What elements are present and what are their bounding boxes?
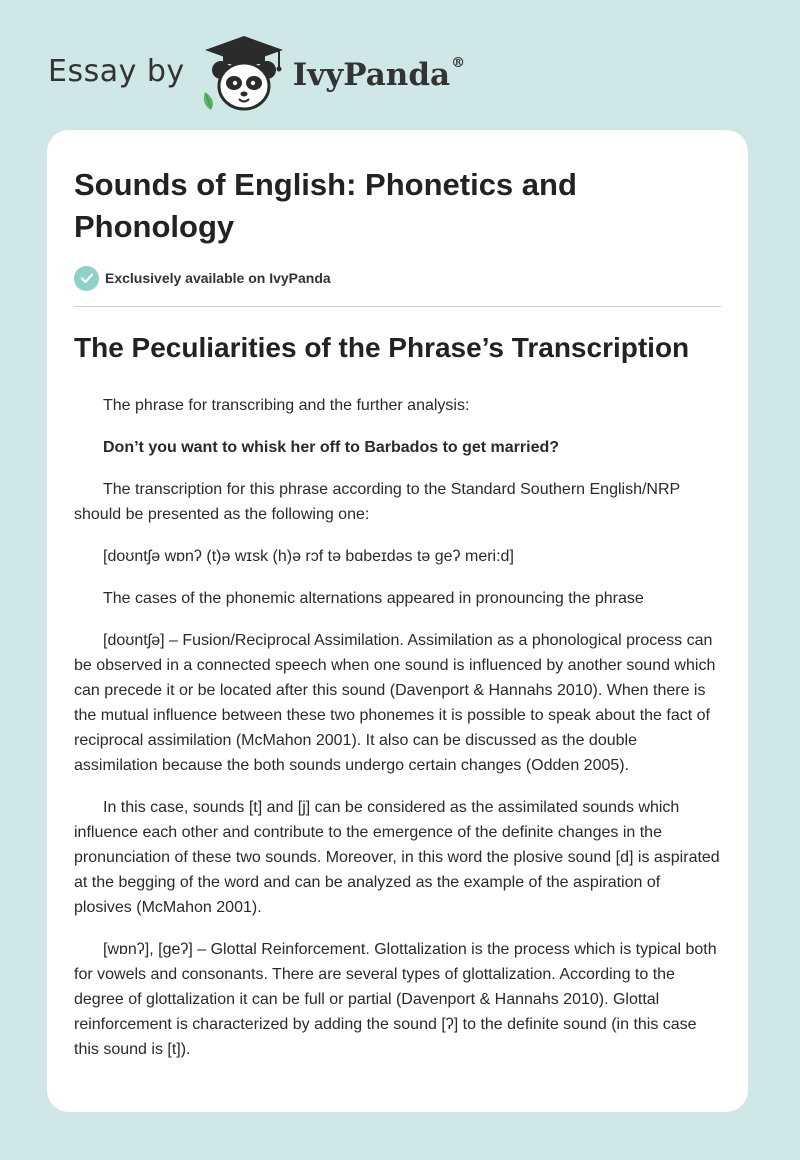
brand-name[interactable]: IvyPanda®	[292, 55, 466, 93]
exclusive-label: Exclusively available on IvyPanda	[105, 270, 331, 286]
paragraph: The cases of the phonemic alternations appeared in pronouncing the phrase	[103, 590, 644, 607]
paragraph: [wɒnʔ], [geʔ] – Glottal Reinforcement. Glottalization is the process which is typical both for vowels and consonants. There are several types of glottalization. According to the degree of glottalization it can be full or partial (Davenport & Hannahs 2010). Glottal reinforcement is characterized by adding the sound [ʔ] to the definite sound (in this case this sound is [t]).	[74, 941, 717, 1058]
essay-by-label: Essay by	[48, 53, 185, 89]
paragraph: The phrase for transcribing and the further analysis:	[103, 397, 470, 414]
panda-logo-icon[interactable]	[199, 34, 289, 114]
registered-mark: ®	[451, 55, 466, 71]
article-title: Sounds of English: Phonetics and Phonology	[74, 167, 577, 244]
check-circle-icon	[74, 266, 99, 291]
title-divider	[74, 306, 721, 307]
exclusive-badge	[74, 265, 721, 291]
site-header	[48, 34, 465, 114]
section-heading: The Peculiarities of the Phrase’s Transcription	[74, 332, 690, 363]
paragraph: In this case, sounds [t] and [j] can be considered as the assimilated sounds which influence each other and contribute to the emergence of the definite changes in the pronunciation of these two sounds. Moreover, in this word the plosive sound [d] is aspirated at the begging of the word and can be analyzed as the example of the aspiration of plosives (McMahon 2001).	[74, 799, 720, 916]
paragraph: [doʊntʃə] – Fusion/Reciprocal Assimilation. Assimilation as a phonological process can be observed in a connected speech when one sound is influenced by another sound which can precede it or be located after this sound (Davenport & Hannahs 2010). When there is the mutual influence between these two phonemes it is possible to speak about the fact of reciprocal assimilation (McMahon 2001). It also can be discussed as the double assimilation because the both sounds undergo certain changes (Odden 2005).	[74, 632, 716, 774]
article-card	[47, 130, 748, 1112]
article-body	[74, 393, 721, 1062]
example-phrase: Don’t you want to whisk her off to Barbados to get married?	[103, 439, 560, 456]
transcription: [doʊntʃə wɒnʔ (t)ə wɪsk (h)ə rɔf tə bɑbeɪdəs tə geʔ meri:d]	[103, 548, 514, 565]
paragraph: The transcription for this phrase according to the Standard Southern English/NRP should be presented as the following one:	[74, 481, 680, 523]
